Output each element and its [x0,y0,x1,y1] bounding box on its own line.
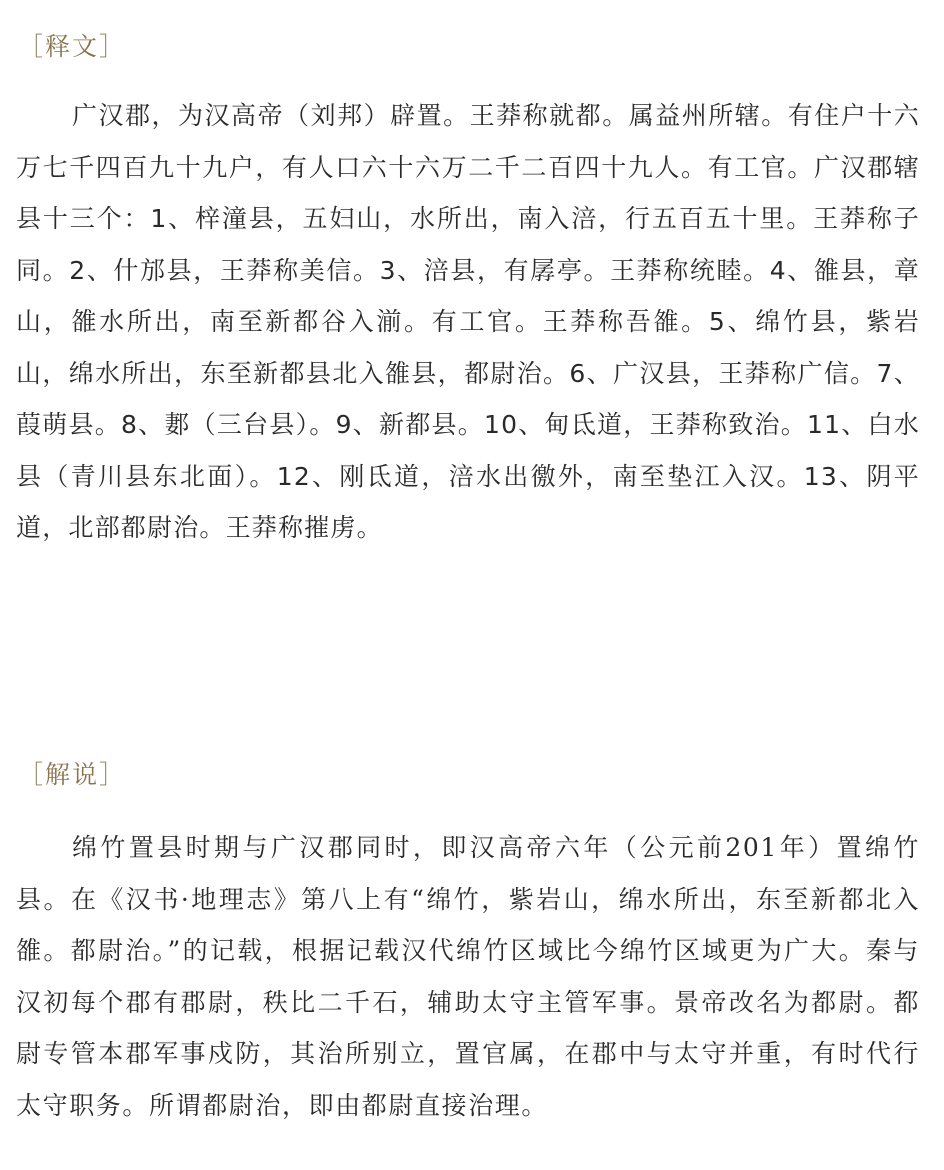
translation-paragraph: 广汉郡，为汉高帝（刘邦）辟置。王莽称就都。属益州所辖。有住户十六万七千四百九十九户，有人口六十六万二千二百四十九人。有工官。广汉郡辖县十三个：1、梓潼县，五妇山，水所出，南入涪，行五百五十里。王莽称子同。2、什邡县，王莽称美信。3、涪县，有孱亭。王莽称统睦。4、雒县，章山，雒水所出，南至新都谷入湔。有工官。王莽称吾雒。5、绵竹县，紫岩山，绵水所出，东至新都县北入雒县，都尉治。6、广汉县，王莽称广信。7、葭萌县。8、郪（三台县）。9、新都县。10、甸氐道，王莽称致治。11、白水县（青川县东北面）。12、刚氐道，涪水出徼外，南至垫江入汉。13、阴平道，北部都尉治。王莽称摧虏。 [16,101,920,542]
commentary-heading: ［解说］ [18,760,127,789]
translation-heading: ［释文］ [18,32,127,61]
commentary-paragraph: 绵竹置县时期与广汉郡同时，即汉高帝六年（公元前201年）置绵竹县。在《汉书·地理志》第八上有“绵竹，紫岩山，绵水所出，东至新都北入雒。都尉治。”的记载，根据记载汉代绵竹区域比今绵竹区域更为广大。秦与汉初每个郡有郡尉，秩比二千石，辅助太守主管军事。景帝改名为都尉。都尉专管本郡军事戍防，其治所别立，置官属，在郡中与太守并重，有时代行太守职务。所谓都尉治，即由都尉直接治理。 [16,833,920,1120]
